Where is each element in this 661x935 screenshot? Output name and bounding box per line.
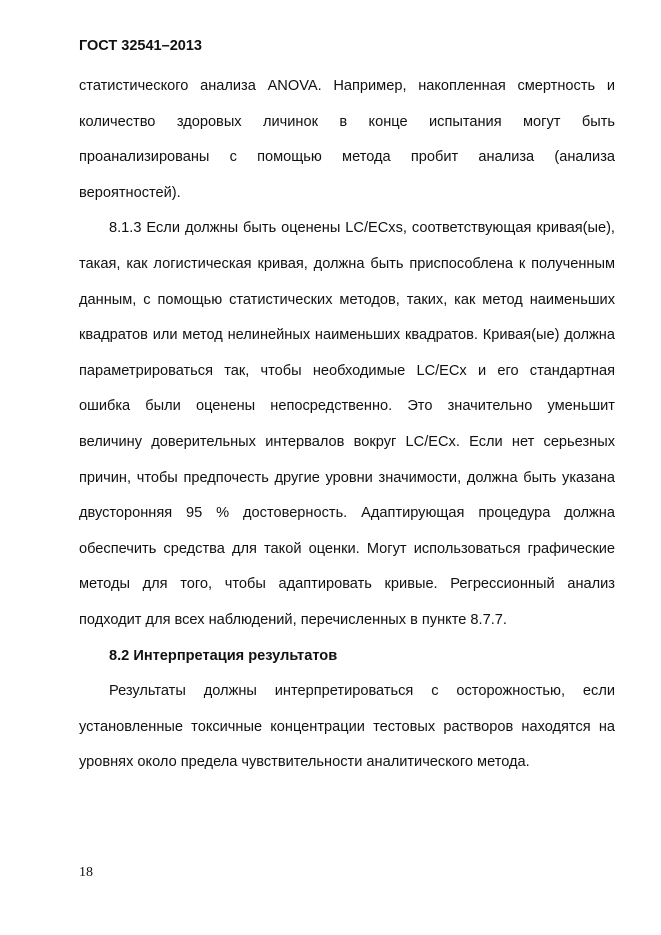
page-number: 18 xyxy=(79,865,93,880)
document-code-header: ГОСТ 32541–2013 xyxy=(79,38,202,54)
paragraph-8-1-3: 8.1.3 Если должны быть оценены LC/ECxs, соответствующая кривая(ые), такая, как логистическая кривая, должна быть приспособлена к полученным данным, с помощью статистических методов, таких, как метод наименьших квадратов или метод нелинейных наименьших квадратов. Кривая(ые) должна параметрироваться так, чтобы необходимые LC/ECx и его стандартная ошибка были оценены непосредственно. Это значительно уменьшит величину доверительных интервалов вокруг LC/ECx. Если нет серьезных причин, чтобы предпочесть другие уровни значимости, должна быть указана двусторонняя 95 % достоверность. Адаптирующая процедура должна обеспечить средства для такой оценки. Могут использоваться графические методы для того, чтобы адаптировать кривые. Регрессионный анализ подходит для всех наблюдений, перечисленных в пункте 8.7.7. xyxy=(79,220,615,628)
body-text xyxy=(79,69,615,781)
section-title-8-2: 8.2 Интерпретация результатов xyxy=(109,647,338,664)
paragraph-results: Результаты должны интерпретироваться с осторожностью, если установленные токсичные концентрации тестовых растворов находятся на уровнях около предела чувствительности аналитического метода. xyxy=(79,683,615,771)
paragraph-continuation: статистического анализа ANOVA. Например, накопленная смертность и количество здоровых личинок в конце испытания могут быть проанализированы с помощью метода пробит анализа (анализа вероятностей). xyxy=(79,78,615,201)
